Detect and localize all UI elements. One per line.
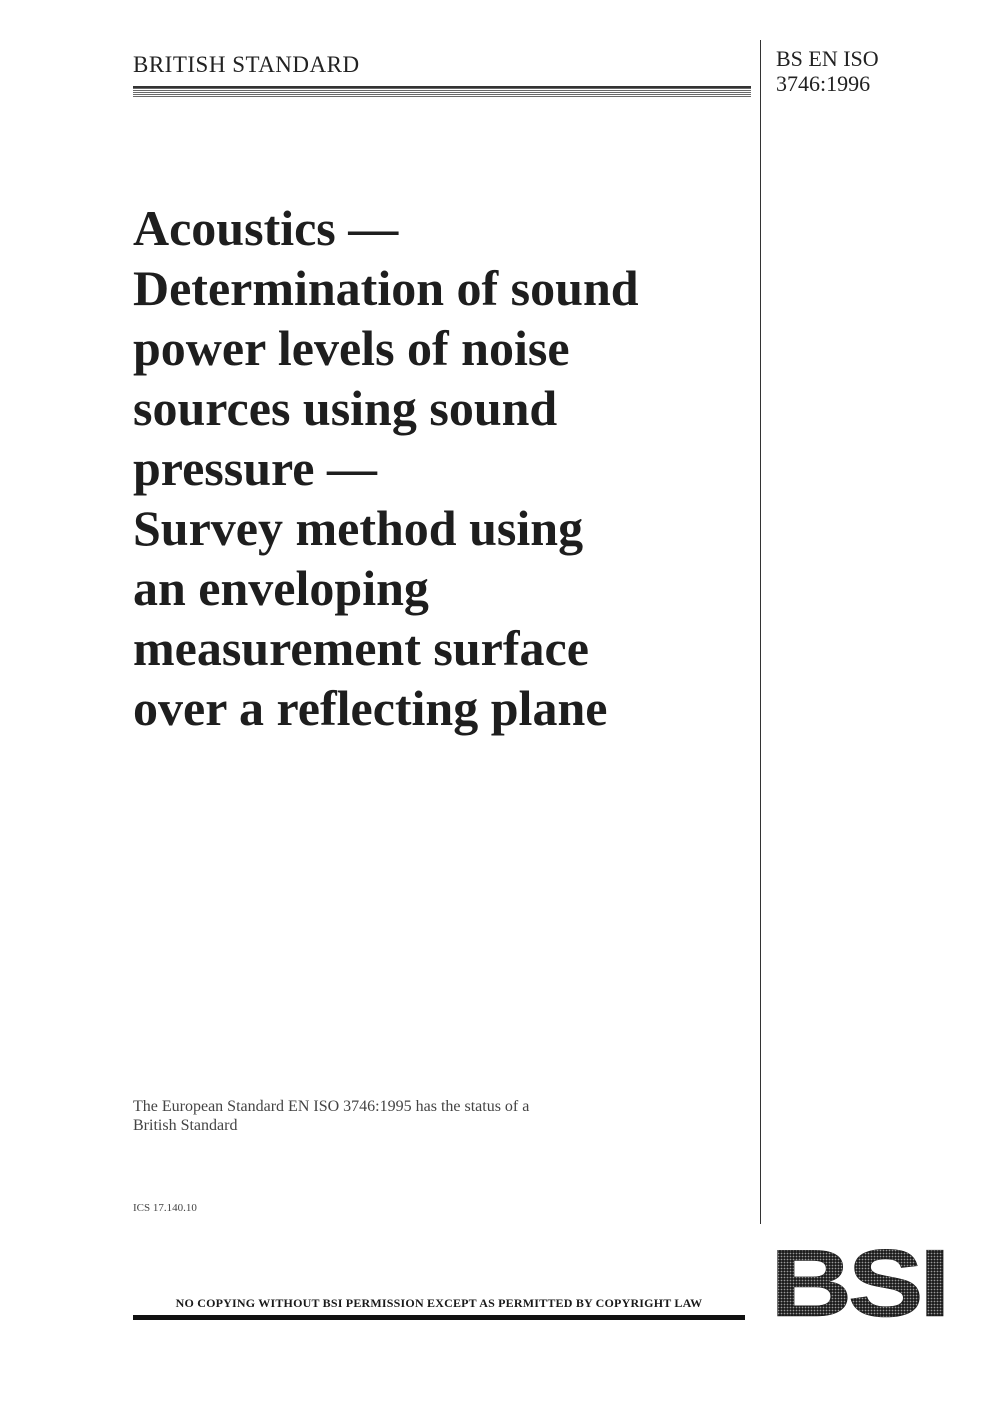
- title-line: measurement surface: [133, 620, 589, 676]
- title-line: Acoustics —: [133, 200, 399, 256]
- standard-number-line2: 3746:1996: [776, 71, 871, 96]
- title-line: Survey method using: [133, 500, 584, 556]
- bottom-rule: [133, 1315, 745, 1320]
- standard-number-line1: BS EN ISO: [776, 46, 879, 71]
- title-line: pressure —: [133, 440, 377, 496]
- status-note-line2: British Standard: [133, 1117, 238, 1134]
- copyright-notice: NO COPYING WITHOUT BSI PERMISSION EXCEPT AS PERMITTED BY COPYRIGHT LAW: [175, 1296, 703, 1310]
- document-title: [133, 198, 753, 738]
- series-label: BRITISH STANDARD: [133, 52, 360, 77]
- title-line: over a reflecting plane: [133, 680, 608, 736]
- title-line: an enveloping: [133, 560, 429, 616]
- title-line: Determination of sound: [133, 260, 639, 316]
- header-rule-top: [133, 86, 751, 88]
- bsi-logo-text: BSI: [770, 1240, 946, 1320]
- vertical-divider: [760, 40, 761, 1224]
- status-note-line1: The European Standard EN ISO 3746:1995 has the status of a: [133, 1098, 530, 1115]
- status-note: [133, 1097, 653, 1135]
- ics-code: ICS 17.140.10: [133, 1202, 197, 1214]
- standard-number: [776, 46, 879, 96]
- bsi-logo-icon: [768, 1240, 948, 1320]
- title-line: power levels of noise: [133, 320, 570, 376]
- title-line: sources using sound: [133, 380, 558, 436]
